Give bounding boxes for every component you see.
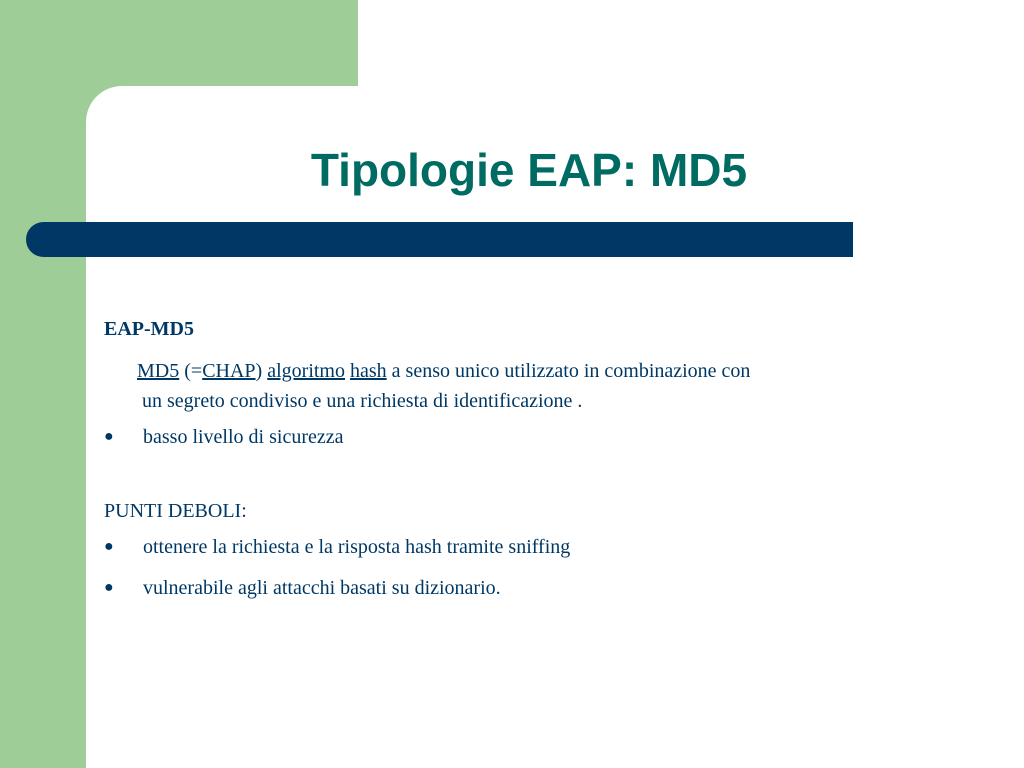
algoritmo-link[interactable]: algoritmo bbox=[267, 360, 345, 382]
weak-points-heading: PUNTI DEBOLI: bbox=[104, 500, 247, 522]
chap-link[interactable]: CHAP bbox=[202, 360, 256, 382]
bullet-icon: ● bbox=[104, 428, 114, 445]
bullet-icon: ● bbox=[104, 579, 114, 596]
slide-title: Tipologie EAP: MD5 bbox=[310, 144, 748, 196]
bullet-icon: ● bbox=[104, 538, 114, 555]
definition-text: ) bbox=[255, 360, 268, 382]
bullet-text: vulnerabile agli attacchi basati su dizionario. bbox=[143, 577, 501, 599]
bullet-text: basso livello di sicurezza bbox=[143, 426, 344, 448]
hash-link[interactable]: hash bbox=[349, 360, 387, 382]
definition-paragraph bbox=[137, 356, 937, 416]
definition-text: a senso unico utilizzato in combinazione con bbox=[386, 360, 751, 382]
definition-line-2: un segreto condiviso e una richiesta di identificazione . bbox=[142, 390, 583, 412]
title-underline-bar bbox=[26, 222, 853, 257]
md5-link[interactable]: MD5 bbox=[137, 360, 180, 382]
bullet-text: ottenere la richiesta e la risposta hash tramite sniffing bbox=[143, 536, 571, 558]
section-heading: EAP-MD5 bbox=[104, 318, 194, 340]
definition-text: (= bbox=[179, 360, 203, 382]
